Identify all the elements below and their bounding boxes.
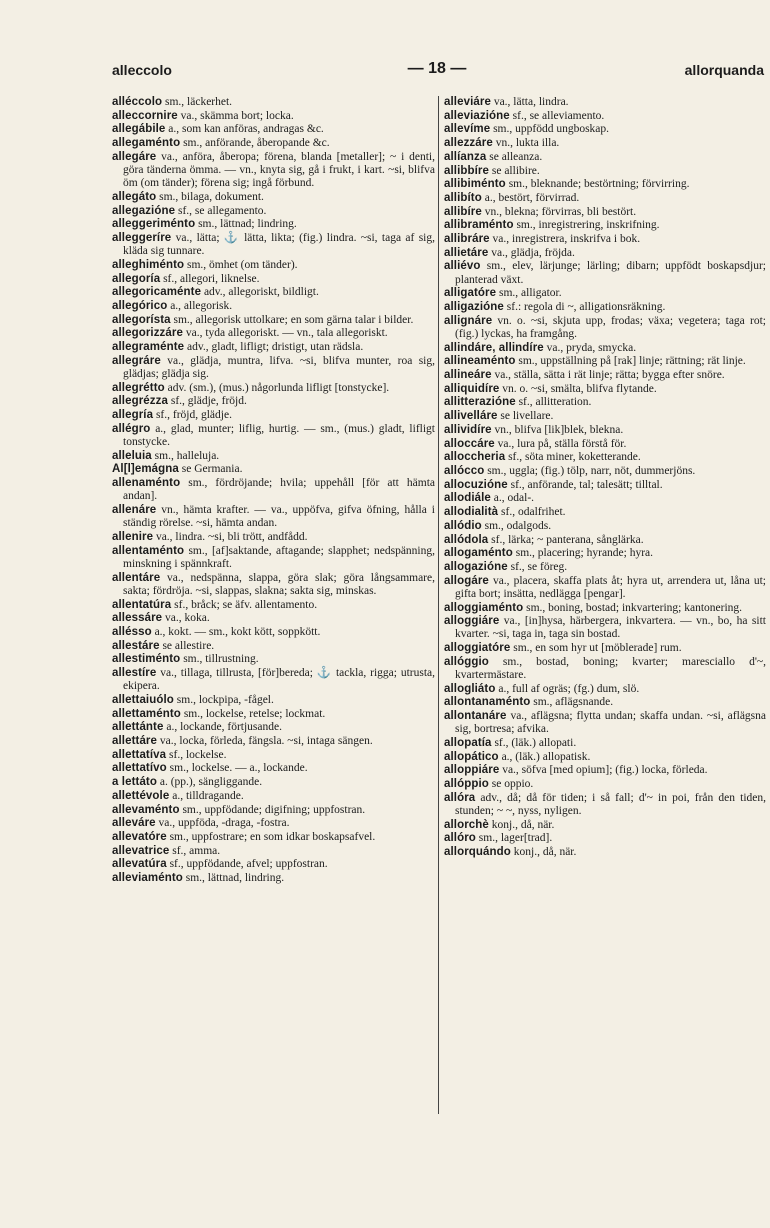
headword: alloggiáre [444, 615, 500, 628]
definition: adv., gladt, lifligt; dristigt, utan rädsla. [184, 341, 364, 354]
headword: allibiménto [444, 178, 506, 191]
dictionary-entry [112, 545, 435, 571]
definition: va., [in]hysa, härbergera, inkvartera. — vn., bo, ha sitt kvarter. ~si, taga in, taga sin bostad. [455, 615, 766, 641]
headword: allegábile [112, 123, 166, 136]
headword: allóra [444, 791, 476, 804]
dictionary-entry [444, 219, 766, 232]
definition: a., glad, munter; liflig, hurtig. — sm., (mus.) gladt, lifligt tonstycke. [123, 422, 435, 449]
headword: allegoría [112, 272, 161, 285]
headword: allóro [444, 832, 476, 845]
headword: allettaménto [112, 707, 181, 720]
dictionary-entry [444, 534, 766, 547]
headword: allettáre [112, 735, 158, 748]
headword: allopatía [444, 737, 492, 750]
headword: allentatúra [112, 598, 172, 611]
headword: allódio [444, 519, 482, 532]
definition: a., odal-. [490, 492, 535, 505]
dictionary-entry [444, 192, 766, 205]
dictionary-entry [112, 232, 435, 258]
headword: allietáre [444, 246, 489, 259]
dictionary-entry [444, 642, 766, 655]
dictionary-entry [444, 696, 766, 709]
dictionary-entry [444, 383, 766, 396]
definition: va., aflägsna; flytta undan; skaffa undan. ~si, aflägsna sig, bortresa; afvika. [455, 710, 766, 736]
headword: allogliáto [444, 682, 496, 695]
headword: allegaménto [112, 137, 181, 150]
definition: va., glädja, muntra, lifva. ~si, blifva munter, roa sig, glädjas; glädja sig. [123, 354, 435, 381]
dictionary-entry [112, 790, 435, 803]
dictionary-entry [112, 409, 435, 422]
definition: sf., lockelse. [166, 748, 227, 761]
definition: adv. (sm.), (mus.) någorlunda lifligt [tonstycke]. [164, 381, 390, 394]
definition: se Germania. [178, 463, 243, 476]
definition: sm., lättnad; lindring. [195, 218, 297, 231]
dictionary-entry [112, 327, 435, 340]
dictionary-entry [444, 287, 766, 300]
definition: sm., [af]saktande, aftagande; slapphet; nedspänning, minskning i spännkraft. [123, 544, 435, 570]
headword: allenaménto [112, 477, 181, 490]
headword: allóppio [444, 778, 489, 791]
dictionary-entry [112, 858, 435, 871]
dictionary-entry [444, 233, 766, 246]
dictionary-entry [444, 547, 766, 560]
definition: sm., uppfostrare; en som idkar boskapsafvel. [166, 830, 376, 843]
definition: sm., boning, bostad; inkvartering; kantonering. [523, 601, 743, 614]
headword: allódola [444, 533, 489, 546]
dictionary-entry [112, 504, 435, 530]
definition: va., lura på, ställa förstå för. [494, 437, 627, 450]
definition: sm., uggla; (fig.) tölp, narr, nöt, dummerjöns. [484, 464, 696, 477]
dictionary-entry [112, 423, 435, 449]
dictionary-entry [112, 191, 435, 204]
dictionary-entry [112, 817, 435, 830]
dictionary-entry [444, 424, 766, 437]
definition: sm., lockelse, retelse; lockmat. [180, 707, 326, 720]
dictionary-entry [444, 737, 766, 750]
headword: allevaménto [112, 803, 180, 816]
definition: a., bestört, förvirrad. [481, 191, 580, 204]
headword: alloppiáre [444, 764, 500, 777]
dictionary-entry [112, 667, 435, 693]
dictionary-entry [444, 206, 766, 219]
headword: allogáre [444, 574, 489, 587]
dictionary-entry [444, 451, 766, 464]
dictionary-entry [444, 355, 766, 368]
definition: sm., halleluja. [151, 449, 220, 462]
dictionary-entry [112, 273, 435, 286]
dictionary-entry [112, 735, 435, 748]
dictionary-entry [112, 599, 435, 612]
headword: allevatúra [112, 858, 167, 871]
dictionary-entry [444, 123, 766, 136]
headword: allontanáre [444, 710, 507, 723]
headword: alloggiatóre [444, 642, 511, 655]
dictionary-entry [444, 492, 766, 505]
headword: allivelláre [444, 410, 498, 423]
headword: allitterazióne [444, 396, 516, 409]
dictionary-entry [444, 846, 766, 859]
dictionary-entry [112, 341, 435, 354]
header-left-guideword: alleccolo [112, 62, 172, 78]
definition: a., som kan anföras, andragas &c. [165, 123, 324, 136]
definition: sf., se föreg. [507, 560, 568, 573]
definition: se oppio. [488, 778, 534, 791]
headword: alleviaménto [112, 872, 183, 885]
dictionary-entry [444, 751, 766, 764]
dictionary-entry [444, 438, 766, 451]
definition: sm., lager[trad]. [475, 832, 553, 845]
dictionary-entry [112, 151, 435, 191]
dictionary-entry [112, 463, 435, 476]
dictionary-entry [444, 819, 766, 832]
dictionary-entry [444, 520, 766, 533]
headword: allopático [444, 750, 499, 763]
dictionary-entry [444, 110, 766, 123]
dictionary-entry [444, 410, 766, 423]
definition: sm., lättnad, lindring. [182, 872, 285, 885]
definition: adv., allegoriskt, bildligt. [201, 286, 319, 299]
definition: sf., se alleviamento. [509, 109, 605, 122]
headword: allodialità [444, 506, 499, 519]
headword: allogazióne [444, 560, 508, 573]
headword: allibíto [444, 191, 482, 204]
headword: allegrétto [112, 381, 165, 394]
definition: va., ställa, sätta i rät linje; rätta; bygga efter snöre. [491, 369, 725, 382]
definition: sm., bilaga, dokument. [156, 190, 264, 203]
dictionary-entry [444, 656, 766, 682]
left-column [112, 96, 435, 1221]
definition: va., placera, skaffa plats åt; hyra ut, arrendera ut, låna ut; gifta bort; insätta, nedlägga [pengar]. [455, 574, 766, 600]
dictionary-entry [112, 626, 435, 639]
dictionary-entry [112, 286, 435, 299]
definition: sm., anförande, åberopande &c. [180, 137, 330, 150]
headword: allessáre [112, 612, 163, 625]
headword: alleccornire [112, 109, 178, 122]
definition: va., uppföda, -draga, -fostra. [155, 817, 290, 830]
headword: alleluia [112, 449, 152, 462]
definition: se allibire. [489, 164, 540, 177]
dictionary-entry [444, 575, 766, 601]
definition: sm., allegorisk uttolkare; en som gärna talar i bilder. [170, 313, 414, 326]
definition: vn. o. ~si, smälta, blifva flytande. [499, 382, 657, 395]
definition: va., lindra. ~si, bli trött, andfådd. [153, 531, 308, 543]
headword: allibíre [444, 205, 482, 218]
page-number: — 18 — [407, 60, 467, 77]
headword: alléccolo [112, 96, 163, 108]
definition: sf., glädje, fröjd. [167, 395, 247, 408]
headword: allineaménto [444, 355, 516, 368]
dictionary-entry [444, 369, 766, 382]
definition: vn., hämta krafter. — va., uppöfva, gifva öfning, hålla i ständig rörelse. ~si, hämta andan. [123, 504, 435, 530]
definition: sm., inregistrering, inskrifning. [513, 219, 660, 232]
definition: sf., uppfödande, afvel; uppfostran. [166, 858, 328, 871]
dictionary-entry [112, 612, 435, 625]
headword: alligatóre [444, 287, 497, 300]
headword: allorquándo [444, 846, 511, 859]
headword: allevíme [444, 123, 491, 136]
dictionary-entry [112, 762, 435, 775]
definition: va., glädja, fröjda. [488, 246, 575, 259]
dictionary-entry [112, 776, 435, 789]
definition: a., lockande, förtjusande. [163, 721, 282, 734]
definition: sf., söta miner, koketterande. [505, 451, 641, 464]
definition: va., locka, förleda, fängsla. ~si, intaga sängen. [157, 735, 373, 748]
headword: allestíre [112, 667, 157, 680]
dictionary-entry [112, 831, 435, 844]
definition: va., pryda, smycka. [543, 341, 637, 354]
headword: allineáre [444, 369, 492, 382]
headword: allibráre [444, 233, 490, 246]
dictionary-entry [112, 96, 435, 109]
page-header [112, 60, 764, 82]
definition: sm., aflägsnande. [530, 696, 614, 709]
definition: va., söfva [med opium]; (fig.) locka, förleda. [499, 764, 708, 777]
dictionary-entry [444, 764, 766, 777]
headword: allontanaménto [444, 696, 531, 709]
headword: allegáre [112, 150, 157, 163]
dictionary-entry [112, 572, 435, 598]
definition: sm., uppfödande; digifning; uppfostran. [179, 803, 366, 816]
dictionary-entry [444, 602, 766, 615]
definition: vn. o. ~si, skjuta upp, frodas; växa; vegetera; taga rot; (fig.) lyckas, ha framgång. [455, 314, 766, 340]
definition: a. (pp.), sängliggande. [157, 776, 263, 789]
dictionary-entry [444, 683, 766, 696]
headword: alloggiaménto [444, 601, 524, 614]
headword: allentaménto [112, 544, 185, 557]
dictionary-entry [112, 749, 435, 762]
headword: allettatíva [112, 748, 167, 761]
headword: alleváre [112, 817, 156, 830]
dictionary-entry [444, 778, 766, 791]
headword: allignáre [444, 314, 493, 327]
dictionary-entry [112, 450, 435, 463]
headword: allegórico [112, 300, 168, 313]
dictionary-entry [444, 315, 766, 341]
dictionary-entry [112, 640, 435, 653]
dictionary-entry [444, 506, 766, 519]
headword: allestiménto [112, 653, 181, 666]
dictionary-entry [112, 721, 435, 734]
headword: alliévo [444, 260, 481, 273]
headword: allibbíre [444, 164, 489, 177]
definition: sm., bostad, boning; kvarter; maresciallo d'~, kvartermästare. [455, 655, 766, 682]
headword: allegoricaménte [112, 286, 202, 299]
dictionary-entry [444, 792, 766, 818]
headword: allegorizzáre [112, 327, 183, 340]
definition: va., inregistrera, inskrifva i bok. [489, 233, 641, 246]
headword: allettatívo [112, 762, 167, 775]
definition: vn., lukta illa. [492, 137, 560, 150]
dictionary-entry [112, 205, 435, 218]
definition: sm., odalgods. [481, 519, 552, 532]
definition: sf., fröjd, glädje. [153, 409, 232, 422]
headword: allegría [112, 409, 154, 422]
headword: alleggeriménto [112, 218, 196, 231]
definition: va., skämma bort; locka. [177, 109, 294, 122]
headword: allóggio [444, 655, 489, 668]
headword: allevatrice [112, 844, 170, 857]
dictionary-entry [112, 314, 435, 327]
headword: alloccheria [444, 451, 506, 464]
column-divider [438, 96, 439, 1114]
definition: sf., (läk.) allopati. [491, 737, 577, 750]
headword: allettánte [112, 721, 164, 734]
dictionary-entry [444, 301, 766, 314]
dictionary-entry [444, 615, 766, 641]
dictionary-entry [112, 477, 435, 503]
dictionary-entry [444, 479, 766, 492]
definition: vn., blekna; förvirras, bli bestört. [481, 205, 637, 218]
headword: allodiále [444, 492, 491, 505]
headword: allegráre [112, 354, 161, 367]
definition: se allestire. [159, 639, 215, 652]
headword: allenáre [112, 504, 157, 517]
definition: sm., lockelse. — a., lockande. [166, 762, 308, 775]
definition: sm., fördröjande; hvila; uppehåll [för att hämta andan]. [123, 477, 435, 503]
definition: sm., uppställning på [rak] linje; rättning; rät linje. [515, 355, 746, 368]
headword: a lettáto [112, 776, 157, 789]
headword: allócco [444, 464, 485, 477]
definition: se livellare. [497, 410, 554, 423]
dictionary-entry [112, 355, 435, 381]
definition: sf., lärka; ~ panterana, sånglärka. [488, 533, 644, 546]
headword: allibraménto [444, 219, 514, 232]
headword: allésso [112, 625, 152, 638]
dictionary-entry [112, 259, 435, 272]
headword: allegáto [112, 190, 157, 203]
headword: allégro [112, 422, 151, 435]
definition: a., kokt. — sm., kokt kött, soppkött. [151, 625, 321, 638]
headword: allividíre [444, 423, 492, 436]
definition: va., lätta, lindra. [490, 96, 569, 108]
definition: sf., se allegamento. [175, 204, 267, 217]
headword: allestáre [112, 639, 160, 652]
dictionary-entry [444, 561, 766, 574]
dictionary-entry [444, 260, 766, 286]
headword: Al[l]emágna [112, 463, 179, 476]
headword: allettévole [112, 789, 170, 802]
headword: allegorísta [112, 313, 171, 326]
definition: sm., bleknande; bestörtning; förvirring. [505, 178, 690, 191]
headword: allegrézza [112, 395, 168, 408]
dictionary-entry [112, 123, 435, 136]
dictionary-entry [444, 342, 766, 355]
dictionary-entry [444, 247, 766, 260]
definition: vn., blifva [lik]blek, blekna. [491, 423, 624, 436]
definition: a., tilldragande. [169, 789, 244, 802]
dictionary-entry [444, 96, 766, 109]
right-column [444, 96, 766, 1221]
definition: va., koka. [162, 612, 210, 625]
headword: allentáre [112, 571, 161, 584]
headword: alligazióne [444, 301, 504, 314]
headword: allettaiuólo [112, 693, 174, 706]
definition: sm., tillrustning. [180, 653, 259, 666]
definition: sf.: regola di ~, alligationsräkning. [503, 301, 666, 314]
definition: sf., bråck; se äfv. allentamento. [171, 598, 318, 611]
headword: allíanza [444, 150, 487, 163]
definition: a., full af ogräs; (fg.) dum, slö. [495, 682, 640, 695]
definition: va., tillaga, tillrusta, [för]bereda; ⚓ tackla, rigga; utrusta, ekipera. [123, 667, 435, 693]
dictionary-entry [112, 137, 435, 150]
definition: va., nedspänna, slappa, göra slak; göra långsammare, sakta; fördröja. ~si, slappas, slakna; sakta sig, minskas. [123, 571, 435, 597]
dictionary-entry [444, 178, 766, 191]
dictionary-entry [112, 845, 435, 858]
definition: sm., alligator. [496, 287, 562, 300]
headword: alleggeríre [112, 232, 172, 245]
definition: sm., placering; hyrande; hyra. [512, 547, 654, 560]
dictionary-entry [112, 653, 435, 666]
definition: sf., anförande, tal; talesätt; tilltal. [507, 478, 663, 491]
dictionary-entry [444, 832, 766, 845]
headword: alloccáre [444, 437, 495, 450]
definition: sf., amma. [169, 844, 221, 857]
definition: sm., uppfödd ungboskap. [490, 123, 610, 136]
headword: alleviáre [444, 96, 491, 108]
definition: sm., läckerhet. [162, 96, 233, 108]
headword: allenire [112, 531, 154, 543]
headword: allorchè [444, 818, 489, 831]
definition: se alleanza. [486, 150, 543, 163]
definition: sf., allegori, liknelse. [160, 272, 260, 285]
header-right-guideword: allorquanda [684, 62, 764, 78]
definition: sf., allitteration. [515, 396, 592, 409]
dictionary-entry [444, 137, 766, 150]
dictionary-entry [444, 710, 766, 736]
headword: allegraménte [112, 341, 185, 354]
dictionary-entry [112, 300, 435, 313]
dictionary-entry [112, 218, 435, 231]
definition: sf., odalfrihet. [498, 506, 566, 519]
definition: va., anföra, åberopa; förena, blanda [metaller]; ~ i denti, göra tänderna ömma. — vn., knyta sig, gå i frukt, i kart. ~si, blifva öm (om tänder); förena sig; ingå förbund. [123, 150, 435, 190]
definition: a., (läk.) allopatisk. [498, 750, 591, 763]
definition: sm., en som hyr ut [möblerade] rum. [510, 642, 682, 655]
definition: sm., ömhet (om tänder). [184, 258, 298, 271]
dictionary-entry [112, 531, 435, 544]
dictionary-entry [112, 872, 435, 885]
headword: allegazióne [112, 204, 176, 217]
definition: konj., då, när. [510, 846, 577, 859]
definition: sm., lockpipa, -fågel. [173, 693, 274, 706]
definition: konj., då, när. [488, 818, 555, 831]
dictionary-entry [112, 804, 435, 817]
headword: alleghiménto [112, 258, 185, 271]
dictionary-entry [112, 708, 435, 721]
dictionary-entry [112, 382, 435, 395]
definition: adv., då; då för tiden; i så fall; d'~ in poi, från den tiden, stunden; ~ ~, nyss, nyligen. [455, 791, 766, 818]
dictionary-entry [444, 165, 766, 178]
definition: a., allegorisk. [167, 300, 233, 313]
headword: alleviazióne [444, 109, 510, 122]
dictionary-entry [444, 465, 766, 478]
dictionary-entry [444, 396, 766, 409]
definition: sm., elev, lärjunge; lärling; dibarn; uppfödt boskapsdjur; planterad växt. [455, 260, 766, 286]
headword: allindáre, allindíre [444, 341, 544, 354]
dictionary-entry [112, 694, 435, 707]
definition: va., lätta; ⚓ lätta, likta; (fig.) lindra. ~si, taga af sig, kläda sig tunnare. [123, 232, 435, 258]
dictionary-entry [112, 395, 435, 408]
definition: va., tyda allegoriskt. — vn., tala allegoriskt. [182, 327, 388, 340]
headword: allogaménto [444, 547, 513, 560]
dictionary-entry [444, 151, 766, 164]
headword: allevatóre [112, 830, 167, 843]
headword: allezzáre [444, 137, 493, 150]
headword: alliquidíre [444, 382, 500, 395]
dictionary-entry [112, 110, 435, 123]
headword: allocuzióne [444, 478, 508, 491]
